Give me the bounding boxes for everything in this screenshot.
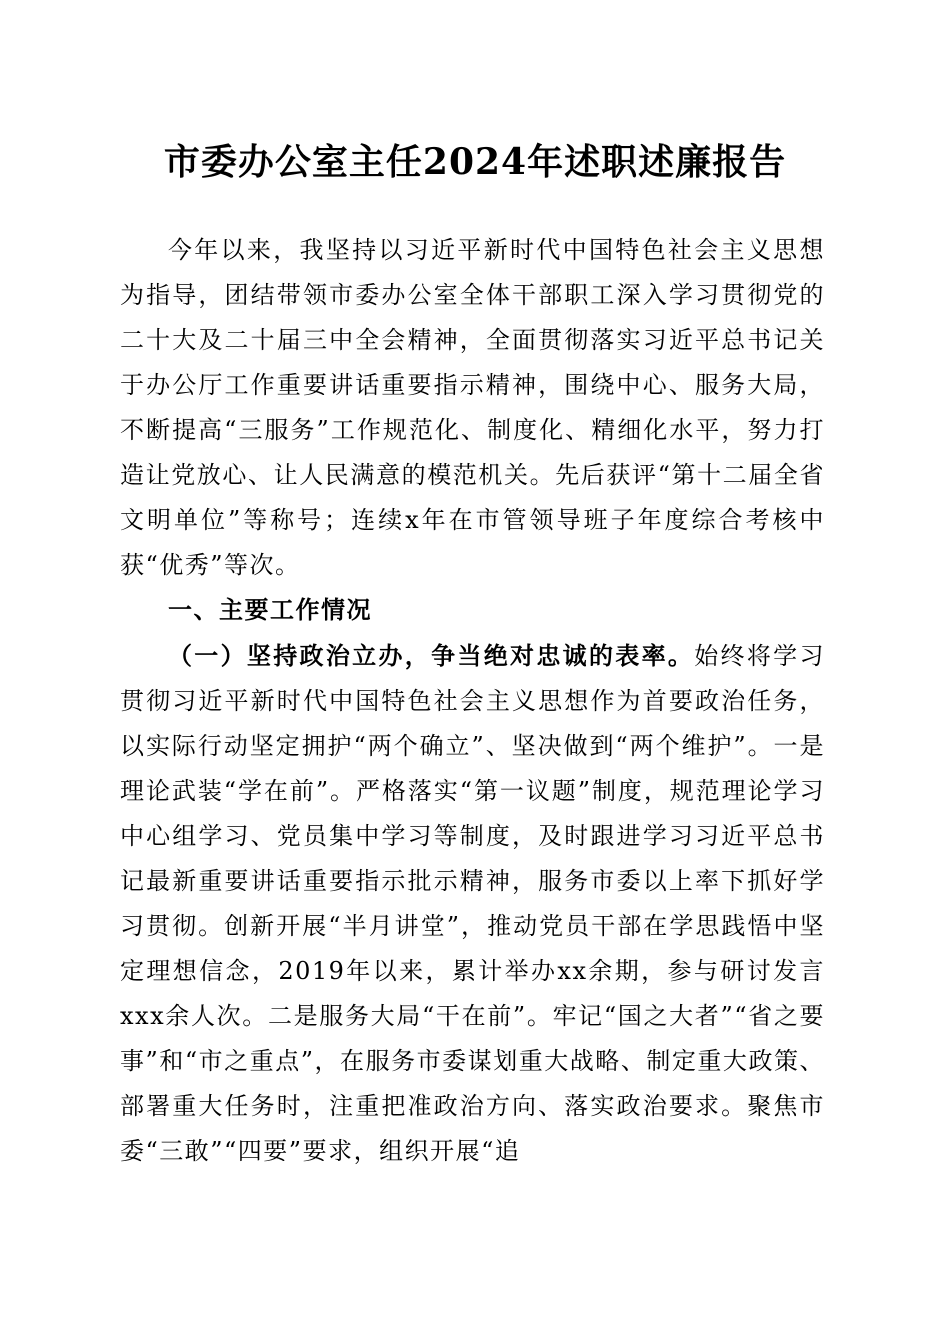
intro-paragraph: 今年以来，我坚持以习近平新时代中国特色社会主义思想为指导，团结带领市委办公室全体干部职工深入学习贯彻党的二十大及二十届三中全会精神，全面贯彻落实习近平总书记关于办公厅工作重要讲话重要指示精神，围绕中心、服务大局，不断提高“三服务”工作规范化、制度化、精细化水平，努力打造让党放心、让人民满意的模范机关。先后获评“第十二届全省文明单位”等称号；连续x年在市管领导班子年度综合考核中获“优秀”等次。 — [120, 236, 825, 579]
document-body — [120, 228, 825, 1174]
section-heading: 一、主要工作情况 — [168, 596, 372, 624]
subsection-lead: （一）坚持政治立办，争当绝对忠诚的表率。 — [168, 641, 695, 670]
subsection-body: 始终将学习贯彻习近平新时代中国特色社会主义思想作为首要政治任务，以实际行动坚定拥护“两个确立”、坚决做到“两个维护”。一是理论武装“学在前”。严格落实“第一议题”制度，规范理论学习中心组学习、党员集中学习等制度，及时跟进学习习近平总书记最新重要讲话重要指示批示精神，服务市委以上率下抓好学习贯彻。创新开展“半月讲堂”，推动党员干部在学思践悟中坚定理想信念，2019年以来，累计举办xx余期，参与研讨发言xxx余人次。二是服务大局“干在前”。牢记“国之大者”“省之要事”和“市之重点”，在服务市委谋划重大战略、制定重大政策、部署重大任务时，注重把准政治方向、落实政治要求。聚焦市委“三敢”“四要”要求，组织开展“追 — [120, 642, 825, 1165]
document-title: 市委办公室主任2024年述职述廉报告 — [163, 141, 787, 183]
subsection-paragraph — [120, 633, 825, 1174]
